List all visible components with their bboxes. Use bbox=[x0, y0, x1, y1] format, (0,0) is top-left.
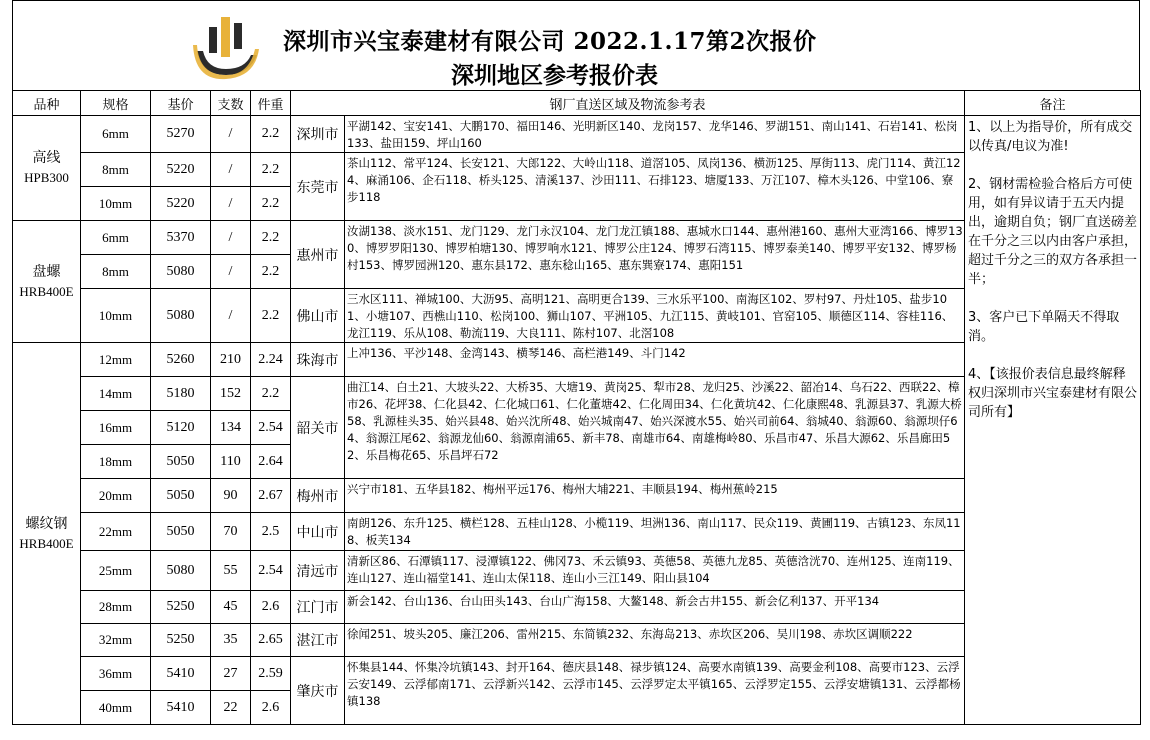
table-header-row bbox=[13, 91, 1141, 116]
spec-cell: 36mm bbox=[81, 657, 151, 691]
spec-cell: 14mm bbox=[81, 377, 151, 411]
price-sheet bbox=[12, 0, 1140, 738]
areas-cell: 平湖142、宝安141、大鹏170、福田146、光明新区140、龙岗157、龙华146、罗湖151、南山141、石岩141、松岗133、盐田159、坪山160 bbox=[345, 116, 965, 153]
spec-cell: 10mm bbox=[81, 289, 151, 343]
areas-cell: 徐闻251、坡头205、廉江206、雷州215、东简镇232、东海岛213、赤坎区206、吴川198、赤坎区调顺222 bbox=[345, 624, 965, 657]
count-cell: 134 bbox=[211, 411, 251, 445]
city-cell: 中山市 bbox=[291, 513, 345, 551]
col-header-weight: 件重 bbox=[251, 91, 291, 116]
city-cell: 江门市 bbox=[291, 591, 345, 624]
price-cell: 5410 bbox=[151, 657, 211, 691]
product-grade: HRB400E bbox=[19, 535, 74, 551]
spec-cell: 22mm bbox=[81, 513, 151, 551]
spec-cell: 12mm bbox=[81, 343, 151, 377]
weight-cell: 2.2 bbox=[251, 116, 291, 153]
count-cell: / bbox=[211, 116, 251, 153]
areas-cell: 三水区111、禅城100、大沥95、高明121、高明更合139、三水乐平100、南海区102、罗村97、丹灶105、盐步101、小塘107、西樵山110、松岗100、狮山107、平洲105、九江115、黄岐101、官窑105、顺德区114、容桂116、龙江119、乐从108、勒流119、大良111、陈村107、北滘108 bbox=[345, 289, 965, 343]
areas-cell: 清新区86、石潭镇117、浸潭镇122、佛冈73、禾云镇93、英德58、英德九龙85、英德浛洸70、连州125、连南119、连山127、连山福堂141、连山太保118、连山小三江149、阳山县104 bbox=[345, 551, 965, 591]
price-cell: 5080 bbox=[151, 551, 211, 591]
count-cell: 70 bbox=[211, 513, 251, 551]
product-grade: HRB400E bbox=[19, 283, 74, 299]
city-cell: 韶关市 bbox=[291, 377, 345, 479]
product-name: 螺纹钢 bbox=[25, 515, 68, 532]
price-cell: 5270 bbox=[151, 116, 211, 153]
spec-cell: 10mm bbox=[81, 187, 151, 221]
city-cell: 佛山市 bbox=[291, 289, 345, 343]
price-cell: 5410 bbox=[151, 691, 211, 725]
count-cell: 55 bbox=[211, 551, 251, 591]
count-cell: 90 bbox=[211, 479, 251, 513]
weight-cell: 2.5 bbox=[251, 513, 291, 551]
spec-cell: 8mm bbox=[81, 255, 151, 289]
city-cell: 东莞市 bbox=[291, 153, 345, 221]
areas-cell: 茶山112、常平124、长安121、大郎122、大岭山118、道滘105、凤岗136、横沥125、厚街113、虎门114、黄江124、麻涌106、企石118、桥头125、清溪137、沙田111、石排123、塘厦133、万江107、樟木头126、中堂106、寮步118 bbox=[345, 153, 965, 221]
city-cell: 珠海市 bbox=[291, 343, 345, 377]
col-header-product: 品种 bbox=[13, 91, 81, 116]
title-company-date: 深圳市兴宝泰建材有限公司 2022.1.17第2次报价 bbox=[283, 28, 817, 55]
weight-cell: 2.54 bbox=[251, 411, 291, 445]
col-header-price: 基价 bbox=[151, 91, 211, 116]
price-cell: 5250 bbox=[151, 591, 211, 624]
count-cell: 45 bbox=[211, 591, 251, 624]
price-cell: 5080 bbox=[151, 289, 211, 343]
spec-cell: 16mm bbox=[81, 411, 151, 445]
weight-cell: 2.2 bbox=[251, 255, 291, 289]
product-name: 高线 bbox=[32, 150, 61, 166]
city-cell: 清远市 bbox=[291, 551, 345, 591]
price-cell: 5220 bbox=[151, 187, 211, 221]
weight-cell: 2.2 bbox=[251, 377, 291, 411]
spec-cell: 20mm bbox=[81, 479, 151, 513]
product-grade: HPB300 bbox=[24, 170, 69, 185]
count-cell: 152 bbox=[211, 377, 251, 411]
count-cell: / bbox=[211, 289, 251, 343]
price-cell: 5220 bbox=[151, 153, 211, 187]
product-name: 盘螺 bbox=[32, 263, 61, 280]
spec-cell: 28mm bbox=[81, 591, 151, 624]
weight-cell: 2.6 bbox=[251, 591, 291, 624]
weight-cell: 2.2 bbox=[251, 289, 291, 343]
company-logo-icon bbox=[191, 15, 261, 81]
note-item: 2、钢材需检验合格后方可使用，如有异议请于五天内提出，逾期自负；钢厂直送磅差在千分之三以内由客户承担，超过千分之三的双方各承担一半； bbox=[968, 177, 1138, 287]
weight-cell: 2.2 bbox=[251, 187, 291, 221]
price-cell: 5370 bbox=[151, 221, 211, 255]
count-cell: 27 bbox=[211, 657, 251, 691]
price-cell: 5080 bbox=[151, 255, 211, 289]
price-cell: 5120 bbox=[151, 411, 211, 445]
weight-cell: 2.2 bbox=[251, 153, 291, 187]
count-cell: 35 bbox=[211, 624, 251, 657]
weight-cell: 2.65 bbox=[251, 624, 291, 657]
areas-cell: 曲江14、白土21、大坡头22、大桥35、大塘19、黄岗25、犁市28、龙归25、沙溪22、韶冶14、乌石22、西联22、樟市26、花坪38、仁化县42、仁化城口61、仁化董塘42、仁化周田34、仁化黄坑42、仁化康熙48、乳源县37、乳源大桥58、乳源桂头35、始兴县48、始兴沈所48、始兴城南47、始兴深渡水55、始兴司前64、翁城40、翁源60、翁源坝仔64、翁源江尾62、翁源龙仙60、翁源南浦65、新丰78、南雄市64、南雄梅岭80、乐昌市47、乐昌大源62、乐昌廊田52、乐昌梅花65、乐昌坪石72 bbox=[345, 377, 965, 479]
city-cell: 惠州市 bbox=[291, 221, 345, 289]
spec-cell: 25mm bbox=[81, 551, 151, 591]
weight-cell: 2.24 bbox=[251, 343, 291, 377]
price-table bbox=[12, 90, 1141, 725]
note-item: 1、以上为指导价，所有成交以传真/电议为准! bbox=[968, 120, 1133, 154]
city-cell: 湛江市 bbox=[291, 624, 345, 657]
areas-cell: 新会142、台山136、台山田头143、台山广海158、大鳌148、新会古井155、新会亿利137、开平134 bbox=[345, 591, 965, 624]
col-header-spec: 规格 bbox=[81, 91, 151, 116]
product-cell bbox=[13, 221, 81, 343]
count-cell: / bbox=[211, 221, 251, 255]
count-cell: 210 bbox=[211, 343, 251, 377]
price-cell: 5050 bbox=[151, 479, 211, 513]
count-cell: / bbox=[211, 187, 251, 221]
col-header-notes: 备注 bbox=[965, 91, 1141, 116]
product-cell bbox=[13, 116, 81, 221]
areas-cell: 汝湖138、淡水151、龙门129、龙门永汉104、龙门龙江镇188、惠城水口144、惠州港160、惠州大亚湾166、博罗130、博罗罗阳130、博罗柏塘130、博罗响水121、博罗公庄124、博罗石湾115、博罗泰美140、博罗平安132、博罗杨村153、博罗园洲120、惠东县172、惠东稔山165、惠东巽寮174、惠阳151 bbox=[345, 221, 965, 289]
count-cell: / bbox=[211, 153, 251, 187]
count-cell: / bbox=[211, 255, 251, 289]
weight-cell: 2.64 bbox=[251, 445, 291, 479]
spec-cell: 6mm bbox=[81, 221, 151, 255]
sheet-header bbox=[12, 0, 1140, 90]
city-cell: 肇庆市 bbox=[291, 657, 345, 725]
spec-cell: 32mm bbox=[81, 624, 151, 657]
price-cell: 5250 bbox=[151, 624, 211, 657]
city-cell: 梅州市 bbox=[291, 479, 345, 513]
col-header-regions: 钢厂直送区域及物流参考表 bbox=[291, 91, 965, 116]
spec-cell: 6mm bbox=[81, 116, 151, 153]
price-cell: 5180 bbox=[151, 377, 211, 411]
note-item: 4、【该报价表信息最终解释权归深圳市兴宝泰建材有限公司所有】 bbox=[968, 367, 1138, 420]
weight-cell: 2.2 bbox=[251, 221, 291, 255]
areas-cell: 兴宁市181、五华县182、梅州平远176、梅州大埔221、丰顺县194、梅州蕉岭215 bbox=[345, 479, 965, 513]
col-header-count: 支数 bbox=[211, 91, 251, 116]
areas-cell: 上冲136、平沙148、金湾143、横琴146、高栏港149、斗门142 bbox=[345, 343, 965, 377]
table-row bbox=[13, 116, 1141, 153]
areas-cell: 南朗126、东升125、横栏128、五桂山128、小榄119、坦洲136、南山117、民众119、黄圃119、古镇123、东凤118、板芙134 bbox=[345, 513, 965, 551]
count-cell: 110 bbox=[211, 445, 251, 479]
city-cell: 深圳市 bbox=[291, 116, 345, 153]
weight-cell: 2.6 bbox=[251, 691, 291, 725]
count-cell: 22 bbox=[211, 691, 251, 725]
price-cell: 5050 bbox=[151, 513, 211, 551]
spec-cell: 40mm bbox=[81, 691, 151, 725]
weight-cell: 2.59 bbox=[251, 657, 291, 691]
price-cell: 5050 bbox=[151, 445, 211, 479]
weight-cell: 2.54 bbox=[251, 551, 291, 591]
product-cell bbox=[13, 343, 81, 725]
price-cell: 5260 bbox=[151, 343, 211, 377]
title-sheet-name: 深圳地区参考报价表 bbox=[451, 62, 658, 89]
note-item: 3、客户已下单隔天不得取消。 bbox=[968, 310, 1120, 344]
spec-cell: 18mm bbox=[81, 445, 151, 479]
areas-cell: 怀集县144、怀集冷坑镇143、封开164、德庆县148、禄步镇124、高要水南镇139、高要金利108、高要市123、云浮云安149、云浮郁南171、云浮新兴142、云浮市145、云浮罗定太平镇165、云浮罗定155、云浮安塘镇131、云浮都杨镇138 bbox=[345, 657, 965, 725]
weight-cell: 2.67 bbox=[251, 479, 291, 513]
spec-cell: 8mm bbox=[81, 153, 151, 187]
notes-cell bbox=[965, 116, 1141, 725]
